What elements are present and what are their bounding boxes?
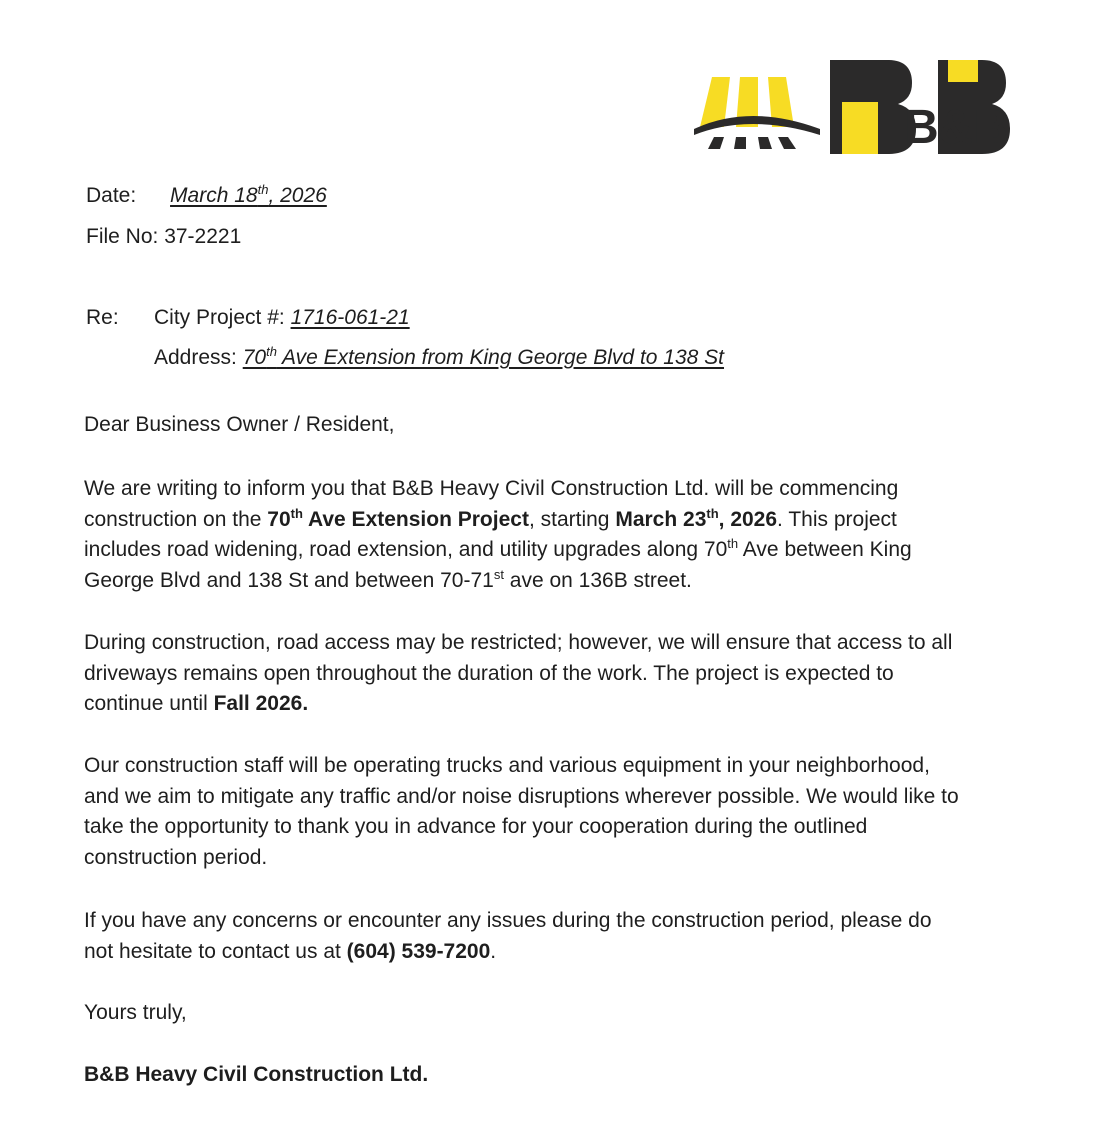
company-logo-graphic (690, 57, 1060, 160)
signature-company: B&B Heavy Civil Construction Ltd. (84, 1063, 429, 1086)
paragraph-access: During construction, road access may be restricted; however, we will ensure that access to all driveways remains open throughout the duration of the work. The project is expected to continue until Fall 2026. (84, 631, 953, 715)
city-project-line (154, 303, 410, 333)
project-label: City Project #: (154, 306, 285, 329)
closing: Yours truly, (84, 1001, 187, 1024)
road-stripes-icon (694, 77, 820, 149)
file-line (86, 222, 241, 252)
paragraph-staff: Our construction staff will be operating trucks and various equipment in your neighborhood, and we aim to mitigate any traffic and/or noise disruptions wherever possible. We would like to take the opportunity to thank you in advance for your cooperation during the outlined construction period. (84, 754, 959, 869)
salutation: Dear Business Owner / Resident, (84, 413, 395, 436)
date-line (86, 181, 327, 211)
date-label: Date: (86, 184, 137, 207)
project-value: 1716-061-21 (290, 306, 410, 329)
address-label: Address: (154, 346, 237, 369)
wordmark-bb (830, 60, 1010, 154)
paragraph-contact: If you have any concerns or encounter any issues during the construction period, please do not hesitate to contact us at (604) 539-7200. (84, 909, 932, 963)
file-label: File No: (86, 225, 159, 248)
date-value: March 18th, 2026 (170, 182, 327, 207)
file-value: 37-2221 (164, 225, 242, 248)
logo-ampersand: B&B (904, 101, 1008, 154)
phone-number: (604) 539-7200 (346, 939, 491, 963)
company-logo (690, 57, 1060, 160)
paragraph-intro: We are writing to inform you that B&B Heavy Civil Construction Ltd. will be commencing construction on the 70th Ave Extension Project, starting March 23th, 2026. This project includes road widening, road extension, and utility upgrades along 70th Ave between King George Blvd and 138 St and between 70-71st ave on 136B street. (84, 477, 912, 592)
address-line (154, 343, 724, 373)
address-value: 70th Ave Extension from King George Blvd to 138 St (242, 344, 725, 369)
re-label: Re: (86, 306, 119, 329)
